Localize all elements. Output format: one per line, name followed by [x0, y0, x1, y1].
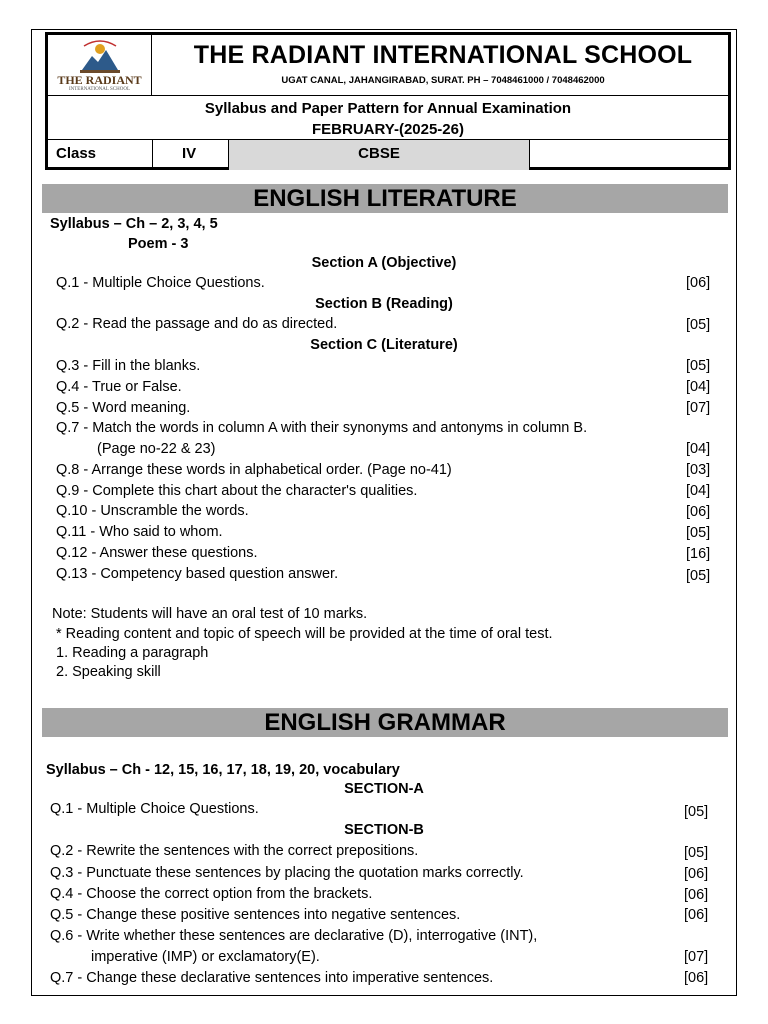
board-cell: CBSE [229, 140, 529, 170]
question-text: Q.4 - True or False. [56, 379, 182, 395]
question-marks: [03] [686, 462, 711, 478]
question-text: Q.13 - Competency based question answer. [56, 566, 339, 582]
question-text: Q.9 - Complete this chart about the character's qualities. [56, 483, 418, 499]
question-text: Q.5 - Word meaning. [56, 400, 191, 416]
question-text: Q.6 - Write whether these sentences are declarative (D), interrogative (INT), [50, 928, 538, 944]
cell-divider [152, 140, 153, 170]
exam-session: FEBRUARY-(2025-26) [312, 121, 464, 138]
question-text: Q.4 - Choose the correct option from the brackets. [50, 886, 373, 902]
class-label: Class [56, 145, 97, 162]
question-text-continued: (Page no-22 & 23) [97, 441, 216, 457]
grammar-section-b: SECTION-B [344, 822, 424, 838]
question-marks: [06] [684, 887, 709, 903]
question-marks: [04] [686, 379, 711, 395]
literature-section-c: Section C (Literature) [310, 337, 458, 353]
question-text: Q.3 - Fill in the blanks. [56, 358, 201, 374]
question-marks: [04] [686, 483, 711, 499]
question-marks: [06] [686, 275, 711, 291]
class-row [48, 140, 728, 170]
logo-emblem-icon [78, 40, 122, 74]
literature-section-a: Section A (Objective) [311, 255, 457, 271]
question-marks: [06] [686, 504, 711, 520]
question-text: Q.10 - Unscramble the words. [56, 503, 249, 519]
logo-subtext: INTERNATIONAL SCHOOL [68, 87, 131, 92]
document-subtitle: Syllabus and Paper Pattern for Annual Examination [204, 100, 572, 117]
question-text-continued: imperative (IMP) or exclamatory(E). [91, 949, 320, 965]
question-text: Q.1 - Multiple Choice Questions. [50, 801, 259, 817]
header-divider [48, 95, 728, 96]
school-name: THE RADIANT INTERNATIONAL SCHOOL [193, 41, 693, 69]
question-text: Q.7 - Change these declarative sentences into imperative sentences. [50, 970, 494, 986]
question-marks: [06] [684, 970, 709, 986]
question-marks: [16] [686, 546, 711, 562]
class-value: IV [182, 145, 197, 162]
grammar-section-a: SECTION-A [344, 781, 424, 797]
question-text: Q.11 - Who said to whom. [56, 524, 223, 540]
note-text: Note: Students will have an oral test of 10 marks. [52, 606, 368, 622]
header-box [45, 32, 731, 170]
question-text: Q.8 - Arrange these words in alphabetical order. (Page no-41) [56, 462, 452, 478]
question-text: Q.3 - Punctuate these sentences by placing the quotation marks correctly. [50, 865, 524, 881]
question-marks: [05] [684, 804, 709, 820]
literature-section-b: Section B (Reading) [315, 296, 453, 312]
question-marks: [04] [686, 441, 711, 457]
question-text: Q.2 - Read the passage and do as directed. [56, 316, 338, 332]
question-text: Q.2 - Rewrite the sentences with the correct prepositions. [50, 843, 419, 859]
question-marks: [05] [686, 525, 711, 541]
question-text: Q.12 - Answer these questions. [56, 545, 258, 561]
literature-heading: ENGLISH LITERATURE [42, 184, 728, 213]
question-marks: [06] [684, 907, 709, 923]
question-marks: [07] [684, 949, 709, 965]
note-text: 2. Speaking skill [56, 664, 161, 680]
question-text: Q.7 - Match the words in column A with their synonyms and antonyms in column B. [56, 420, 588, 436]
question-marks: [05] [684, 845, 709, 861]
school-address: UGAT CANAL, JAHANGIRABAD, SURAT. PH – 7048461000 / 7048462000 [281, 75, 605, 86]
grammar-heading: ENGLISH GRAMMAR [42, 708, 728, 737]
question-text: Q.1 - Multiple Choice Questions. [56, 275, 265, 291]
literature-syllabus: Syllabus – Ch – 2, 3, 4, 5 [50, 216, 218, 232]
note-text: 1. Reading a paragraph [56, 645, 209, 661]
literature-poem: Poem - 3 [128, 236, 189, 252]
grammar-syllabus: Syllabus – Ch - 12, 15, 16, 17, 18, 19, 20, vocabulary [46, 762, 400, 778]
question-marks: [06] [684, 866, 709, 882]
question-marks: [05] [686, 358, 711, 374]
question-marks: [05] [686, 568, 711, 584]
school-logo [48, 35, 152, 95]
question-text: Q.5 - Change these positive sentences into negative sentences. [50, 907, 461, 923]
logo-text: THE RADIANT [57, 73, 142, 87]
question-marks: [05] [686, 317, 711, 333]
cell-divider [529, 140, 530, 170]
document-page [31, 29, 737, 996]
question-marks: [07] [686, 400, 711, 416]
note-text: * Reading content and topic of speech will be provided at the time of oral test. [56, 626, 553, 642]
